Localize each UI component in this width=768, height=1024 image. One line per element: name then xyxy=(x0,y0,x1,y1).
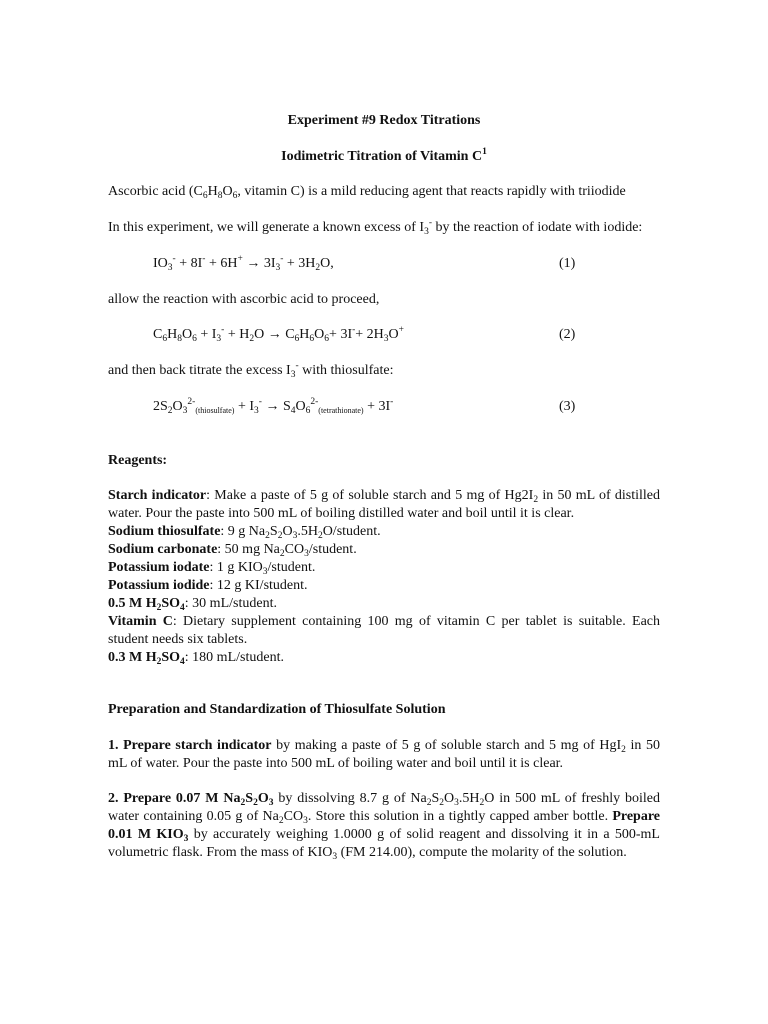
reagent-sodium-thiosulfate: Sodium thiosulfate: 9 g $Na_2S_2O_3.5H_2O$/student. xyxy=(108,524,381,541)
preparation-heading: Preparation and Standardization of Thiosulfate Solution xyxy=(108,702,446,717)
intro-paragraph-2: In this experiment, we will generate a known excess of $I_3^-$ by the reaction of iodate with iodide: xyxy=(108,218,643,237)
reagent-sodium-carbonate: Sodium carbonate: 50 mg $Na_2CO_3$/student. xyxy=(108,542,357,559)
equation-2: $C_6H_8O_6 + I_3^- + H_2O \to C_6H_6O_6+ 3I^-+ 2H_3O^+$ xyxy=(153,325,405,344)
equation-3: $2S_2O_3^{2-}_{(thiosulfate)} + I_3^- \to S_4O_6^{2-}_{(tetrathionate)} + 3I^-$ xyxy=(153,397,394,416)
reagents-heading: Reagents: xyxy=(108,453,168,468)
equation-2-number: (2) xyxy=(559,327,576,342)
reagent-potassium-iodide: Potassium iodide: 12 g KI/student. xyxy=(108,578,308,593)
step-1-paragraph: 1. Prepare starch indicator by making a paste of 5 g of soluble starch and 5 mg of HgI$_2$ in 50 mL of water. Pour the paste into 500 mL of boiling water and boil until it is clear. xyxy=(108,738,661,771)
text-allow-reaction: allow the reaction with ascorbic acid to proceed, xyxy=(108,292,380,307)
reagent-starch-indicator: Starch indicator: Make a paste of 5 g of soluble starch and 5 mg of $Hg2I_2$ in 50 mL of distilled water. Pour the paste into 500 mL of boiling distilled water and boil until it is clear. xyxy=(108,488,660,521)
text-back-titrate: and then back titrate the excess $I_3^-$ with thiosulfate: xyxy=(108,361,394,380)
page-subtitle: Iodimetric Titration of Vitamin $C^1$ xyxy=(281,147,487,164)
reagents-list xyxy=(108,487,660,667)
reagent-potassium-iodate: Potassium iodate: 1 g $KIO_3$/student. xyxy=(108,560,316,577)
equation-1: $IO_3^- + 8I^- + 6H^+ \to 3I_3^- + 3H_2O$, xyxy=(153,254,334,273)
step-2-paragraph: 2. Prepare 0.07 M $Na_2S_2O_3$ by dissolving 8.7 g of $Na_2S_2O_3.5H_2O$ in 500 mL of freshly boiled water containing 0.05 g of $Na_2CO_3$. Store this solution in a tightly capped amber bottle. Prepare 0.01 M $KIO_3$ by accurately weighing 1.0000 g of solid reagent and dissolving it in a 500-mL volumetric flask. From the mass of $KIO_3$ (FM 214.00), compute the molarity of the solution. xyxy=(108,791,661,862)
equation-3-number: (3) xyxy=(559,399,576,414)
reagent-vitamin-c: Vitamin C: Dietary supplement containing 100 mg of vitamin C per tablet is suitable. Each student needs six tablets. xyxy=(108,614,660,647)
intro-paragraph-1: Ascorbic acid ($C_6H_8O_6$, vitamin C) is a mild reducing agent that reacts rapidly with triiodide xyxy=(108,184,626,201)
reagent-sulfuric-acid-03m: 0.3 M $H_2SO_4$: 180 mL/student. xyxy=(108,650,284,667)
page-title: Experiment #9 Redox Titrations xyxy=(287,113,481,128)
reagent-sulfuric-acid-05m: 0.5 M $H_2SO_4$: 30 mL/student. xyxy=(108,596,277,613)
equation-1-number: (1) xyxy=(559,256,576,271)
